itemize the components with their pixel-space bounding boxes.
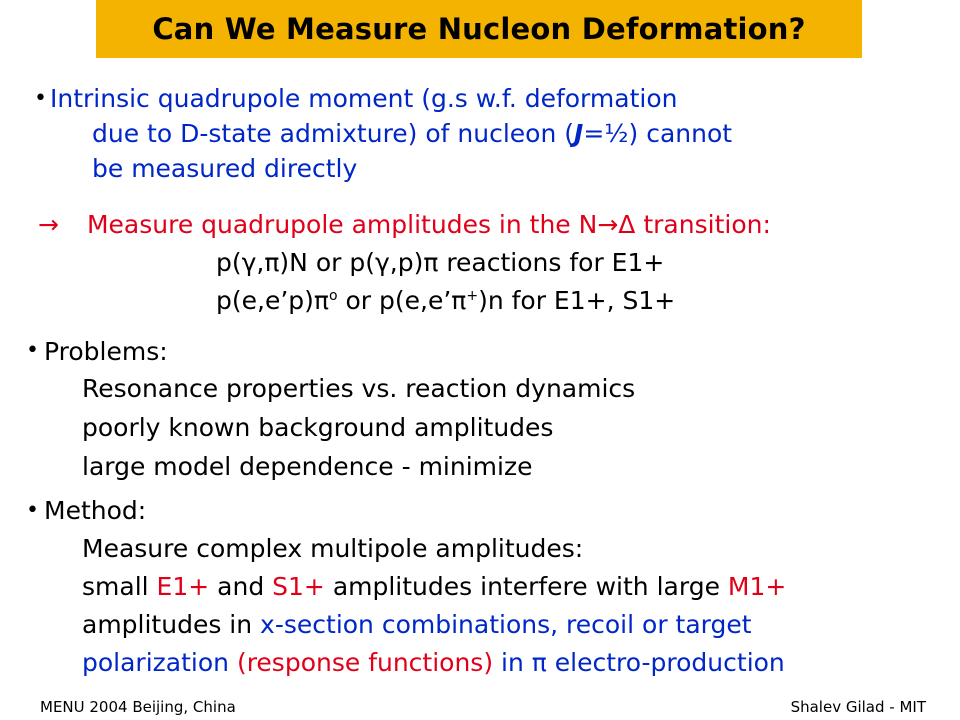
bullet-dot: • xyxy=(34,86,47,111)
intro-line-3: be measured directly xyxy=(92,154,358,183)
method-line-2: small E1+ and S1+ amplitudes interfere with large M1+ xyxy=(82,572,787,601)
spin-symbol: J xyxy=(574,119,584,148)
bullet-dot: • xyxy=(26,338,39,363)
method-line-1: Measure complex multipole amplitudes: xyxy=(82,534,584,563)
reaction-line-1: p(γ,π)N or p(γ,p)π reactions for E1+ xyxy=(216,248,665,277)
bullet-dot: • xyxy=(26,498,39,523)
measure-line: → Measure quadrupole amplitudes in the N→Δ transition: xyxy=(38,210,771,239)
method-heading: Method: xyxy=(44,496,147,525)
footer-left: MENU 2004 Beijing, China xyxy=(40,698,236,716)
problem-item: Resonance properties vs. reaction dynamics xyxy=(82,374,636,403)
intro-line-2: due to D-state admixture) of nucleon (J=½) cannot xyxy=(92,119,733,148)
intro-line-1: Intrinsic quadrupole moment (g.s w.f. deformation xyxy=(50,84,678,113)
footer-right: Shalev Gilad - MIT xyxy=(790,698,926,716)
problem-item: poorly known background amplitudes xyxy=(82,413,554,442)
reaction-line-2: $p(e,e’p)\pi^o$ or p(e,e’π+)n for E1+, S1+ xyxy=(216,286,676,315)
problems-heading: Problems: xyxy=(44,337,168,366)
problem-item: large model dependence - minimize xyxy=(82,452,533,481)
method-line-3: amplitudes in x-section combinations, recoil or target xyxy=(82,610,752,639)
title-banner xyxy=(96,0,862,58)
transition-arrow-icon: → xyxy=(597,210,619,239)
page-title: Can We Measure Nucleon Deformation? xyxy=(152,12,806,46)
method-line-4: polarization (response functions) in π electro-production xyxy=(82,648,785,677)
implies-arrow-icon: → xyxy=(38,210,59,239)
